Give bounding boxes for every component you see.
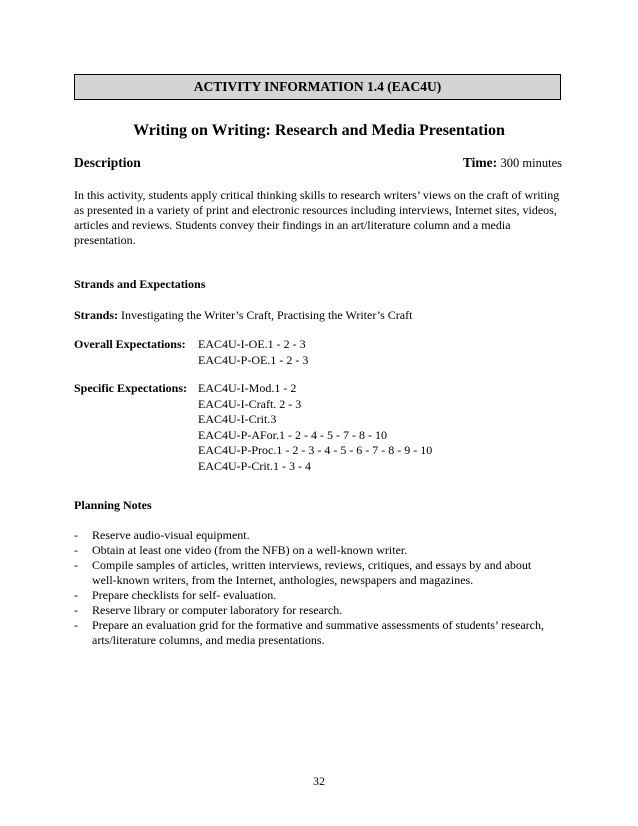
expectation-code: EAC4U-P-Proc.1 - 2 - 3 - 4 - 5 - 6 - 7 - 8 - 9 - 10 <box>198 443 433 457</box>
expectation-code: EAC4U-I-Mod.1 - 2 <box>198 381 297 395</box>
activity-title: ACTIVITY INFORMATION 1.4 (EAC4U) <box>193 79 442 94</box>
bullet-dash: - <box>74 618 78 632</box>
expectation-code: EAC4U-I-Crit.3 <box>198 412 277 426</box>
bullet-dash: - <box>74 528 78 542</box>
expectation-code: EAC4U-P-AFor.1 - 2 - 4 - 5 - 7 - 8 - 10 <box>198 427 387 442</box>
planning-notes-list <box>74 528 554 648</box>
time-value: 300 minutes <box>500 156 562 170</box>
list-item <box>74 603 554 618</box>
expectation-code: EAC4U-I-OE.1 - 2 - 3 <box>198 337 306 351</box>
list-item <box>74 528 554 543</box>
strands-label: Strands: <box>74 308 119 322</box>
specific-expectations-codes <box>198 381 432 474</box>
list-item-text: Compile samples of articles, written interviews, reviews, critiques, and essays by and about well-known writers, from the Internet, anthologies, newspapers and magazines. <box>92 558 532 587</box>
list-item-text: Obtain at least one video (from the NFB) on a well-known writer. <box>92 543 408 557</box>
overall-expectations-label: Overall Expectations: <box>74 337 186 351</box>
page-number: 32 <box>313 774 325 788</box>
bullet-dash: - <box>74 543 78 557</box>
strands-value: Investigating the Writer’s Craft, Practising the Writer’s Craft <box>121 308 413 322</box>
list-item-text: Reserve audio-visual equipment. <box>92 528 250 542</box>
list-item <box>74 618 554 648</box>
planning-notes-heading: Planning Notes <box>74 498 152 512</box>
strands-heading: Strands and Expectations <box>74 277 206 291</box>
description-paragraph: In this activity, students apply critical thinking skills to research writers’ views on the craft of writing as presented in a variety of print and electronic resources including interviews, Internet sites, videos, articles and reviews. Students convey their findings in an art/literature column and a media presentation. <box>74 188 560 247</box>
list-item-text: Prepare an evaluation grid for the formative and summative assessments of students’ research, arts/literature columns, and media presentations. <box>92 618 544 647</box>
bullet-dash: - <box>74 603 78 617</box>
strands-line <box>74 308 412 323</box>
time-label: Time: <box>462 155 498 170</box>
expectation-code: EAC4U-P-OE.1 - 2 - 3 <box>198 352 309 367</box>
list-item-text: Prepare checklists for self- evaluation. <box>92 588 277 602</box>
list-item <box>74 558 554 588</box>
list-item <box>74 543 554 558</box>
overall-expectations-codes <box>198 337 308 368</box>
bullet-dash: - <box>74 588 78 602</box>
list-item-text: Reserve library or computer laboratory for research. <box>92 603 343 617</box>
bullet-dash: - <box>74 558 78 572</box>
expectation-code: EAC4U-P-Crit.1 - 3 - 4 <box>198 458 311 473</box>
time-info <box>463 155 562 171</box>
description-heading: Description <box>74 155 141 170</box>
expectation-code: EAC4U-I-Craft. 2 - 3 <box>198 396 302 411</box>
specific-expectations-label: Specific Expectations: <box>74 381 187 395</box>
activity-title-box <box>74 74 561 100</box>
list-item <box>74 588 554 603</box>
activity-subtitle: Writing on Writing: Research and Media Presentation <box>133 122 505 139</box>
